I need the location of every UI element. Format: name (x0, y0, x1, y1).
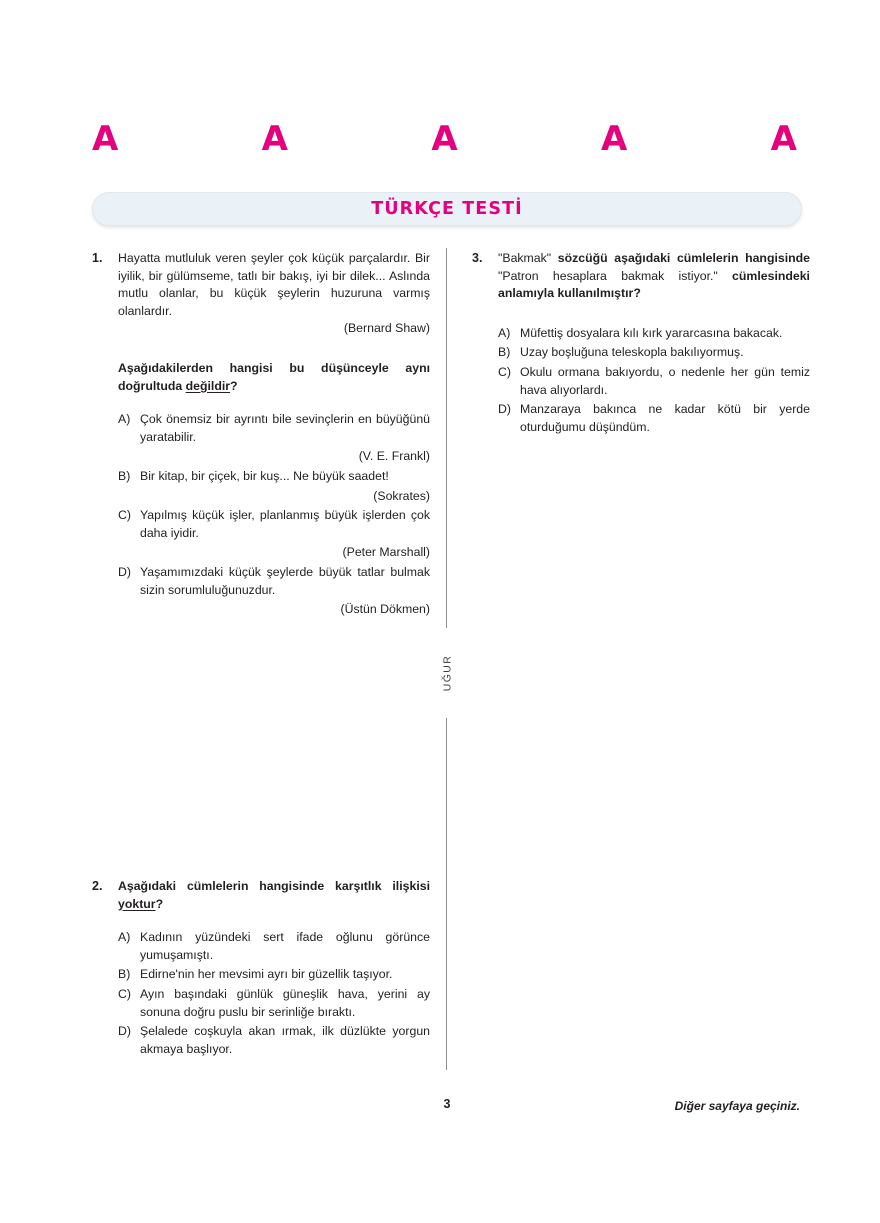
test-title-banner (92, 192, 802, 226)
option-letter: B) (118, 967, 131, 982)
option-letter: A) (118, 412, 131, 427)
passage-attribution: (Bernard Shaw) (343, 321, 430, 336)
option-text: Okulu ormana bakıyordu, o nedenle her gün temiz hava alıyorlardı. (520, 364, 810, 397)
question-3 (472, 250, 810, 438)
option-text: Yapılmış küçük işler, planlanmış büyük işlerden çok daha iyidir. (140, 508, 430, 540)
footer-note: Diğer sayfaya geçiniz. (674, 1099, 800, 1113)
option-attribution: (Peter Marshall) (342, 545, 430, 560)
question-prompt (498, 250, 810, 303)
option-letter: B) (118, 468, 131, 483)
prompt-quoted-word: "Bakmak" (498, 251, 552, 265)
prompt-text-tail: ? (155, 896, 164, 911)
option-item[interactable] (118, 966, 430, 984)
option-letter: D) (498, 402, 511, 417)
options-list (118, 411, 430, 619)
option-attribution: (Üstün Dökmen) (340, 602, 430, 617)
option-letter: A) (118, 930, 131, 945)
option-letter: B) (498, 345, 511, 360)
question-2 (92, 878, 430, 1060)
option-attribution: (Sokrates) (373, 488, 430, 503)
question-number: 3. (472, 251, 483, 265)
options-list (498, 325, 810, 437)
left-column (92, 250, 430, 621)
prompt-bold-1: sözcüğü aşağıdaki cümlelerin hangisinde (551, 251, 810, 265)
prompt-emphasis: değildir (185, 378, 231, 393)
prompt-text-lead: Aşağıdaki cümlelerin hangisinde karşıtlık ilişkisi (118, 879, 430, 893)
question-number: 2. (92, 879, 103, 893)
question-1 (92, 250, 430, 621)
option-text: Manzaraya bakınca ne kadar kötü bir yerde oturduğumu düşündüm. (520, 402, 810, 434)
prompt-text-tail: ? (230, 378, 238, 393)
option-item[interactable] (118, 929, 430, 964)
left-column-lower (92, 878, 430, 1060)
option-text: Çok önemsiz bir ayrıntı bile sevinçlerin en büyüğünü yaratabilir. (140, 412, 430, 444)
option-item[interactable] (498, 364, 810, 399)
option-letter: D) (118, 1024, 131, 1039)
option-text: Bir kitap, bir çiçek, bir kuş... Ne büyük saadet! (140, 468, 389, 483)
option-item[interactable] (498, 401, 810, 436)
publisher-brand-vertical (431, 628, 463, 718)
option-text: Ayın başındaki günlük güneşlik hava, yerini ay sonuna doğru puslu bir serinliğe bıraktı. (140, 986, 430, 1019)
options-list (118, 929, 430, 1058)
right-column (472, 250, 810, 438)
option-item[interactable] (118, 507, 430, 542)
option-text: Uzay boşluğuna teleskopla bakılıyormuş. (520, 345, 744, 360)
prompt-bold-2: cümlesindeki anlamıyla kullanılmıştır? (498, 268, 810, 301)
option-item[interactable] (118, 986, 430, 1021)
option-letter: C) (118, 986, 131, 1001)
option-text: Yaşamımızdaki küçük şeylerde büyük tatlar bulmak sizin sorumluluğunuzdur. (140, 564, 430, 597)
page-number: 3 (443, 1097, 451, 1111)
booklet-letter: A (92, 119, 119, 159)
booklet-letter: A (431, 119, 458, 159)
page-title: TÜRKÇE TESTİ (371, 199, 523, 219)
option-letter: C) (498, 364, 511, 379)
booklet-letter: A (770, 119, 797, 159)
option-attribution: (V. E. Frankl) (358, 449, 430, 464)
option-item[interactable] (118, 468, 430, 486)
question-passage: Hayatta mutluluk veren şeyler çok küçük parçalardır. Bir iyilik, bir gülümseme, tatlı bir bakış, iyi bir dilek... Aslında mutlu olanlar, bu küçük şeylerin huzuruna varmış olanlardır. (118, 251, 430, 318)
question-prompt (118, 878, 430, 913)
booklet-letter-row (92, 119, 797, 159)
question-number: 1. (92, 251, 103, 265)
option-item[interactable] (118, 1023, 430, 1058)
option-letter: C) (118, 508, 131, 523)
option-text: Kadının yüzündeki sert ifade oğlunu görünce yumuşamıştı. (140, 930, 430, 962)
option-letter: A) (498, 325, 511, 340)
prompt-emphasis: yoktur (118, 896, 156, 911)
booklet-letter: A (600, 119, 628, 159)
option-item[interactable] (118, 411, 430, 446)
option-item[interactable] (498, 344, 810, 362)
option-text: Şelalede coşkuyla akan ırmak, ilk düzlükte yorgun akmaya başlıyor. (140, 1024, 430, 1056)
option-letter: D) (118, 564, 131, 579)
booklet-letter: A (261, 119, 288, 159)
publisher-brand-label: UĞUR (441, 654, 454, 692)
option-text: Edirne'nin her mevsimi ayrı bir güzellik taşıyor. (140, 967, 393, 982)
option-item[interactable] (498, 325, 810, 343)
prompt-quoted-sentence: "Patron hesaplara bakmak istiyor." (498, 268, 718, 283)
question-prompt (118, 360, 430, 395)
option-item[interactable] (118, 564, 430, 599)
prompt-text-lead: Aşağıdakilerden hangisi bu düşünceyle aynı doğrultuda (118, 360, 430, 393)
option-text: Müfettiş dosyalara kılı kırk yararcasına bakacak. (520, 325, 783, 340)
